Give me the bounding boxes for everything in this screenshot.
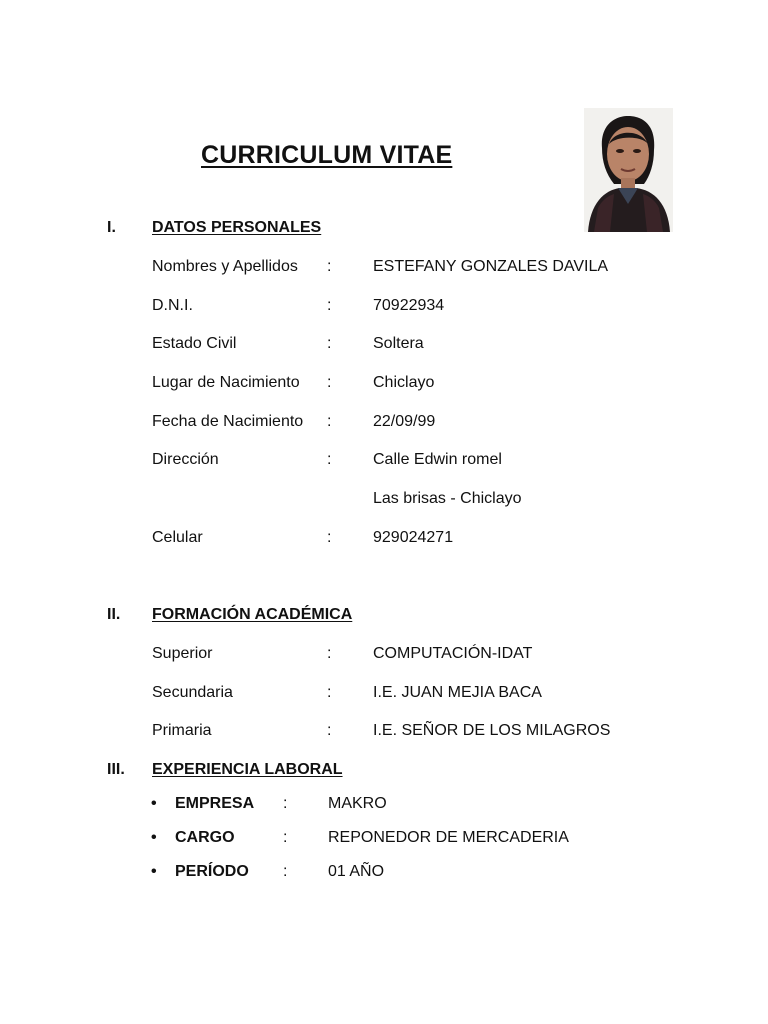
field-colon: : — [283, 829, 288, 846]
personal-row — [0, 335, 768, 355]
personal-row — [0, 490, 768, 510]
field-colon: : — [327, 451, 332, 468]
field-label: Primaria — [152, 722, 212, 739]
education-row — [0, 684, 768, 704]
field-value: REPONEDOR DE MERCADERIA — [328, 829, 569, 846]
bullet-icon: • — [151, 795, 157, 812]
portrait-icon — [584, 108, 673, 232]
field-colon: : — [327, 258, 332, 275]
personal-row — [0, 413, 768, 433]
section-number-education: II. — [107, 606, 121, 623]
field-value: I.E. JUAN MEJIA BACA — [373, 684, 542, 701]
field-colon: : — [327, 335, 332, 352]
field-value: 01 AÑO — [328, 863, 385, 880]
section-title-personal: DATOS PERSONALES — [152, 219, 322, 236]
section-title-experience: EXPERIENCIA LABORAL — [152, 761, 343, 778]
field-colon: : — [283, 795, 288, 812]
field-value: ESTEFANY GONZALES DAVILA — [373, 258, 609, 275]
experience-row — [0, 863, 768, 883]
section-number-experience: III. — [107, 761, 125, 778]
bullet-icon: • — [151, 863, 157, 880]
document-title: CURRICULUM VITAE — [201, 141, 453, 169]
field-colon: : — [327, 684, 332, 701]
field-value: Chiclayo — [373, 374, 435, 391]
field-label: Celular — [152, 529, 203, 546]
field-label: CARGO — [175, 829, 235, 846]
field-label: Secundaria — [152, 684, 233, 701]
field-colon: : — [327, 645, 332, 662]
portrait-photo — [584, 108, 673, 232]
education-row — [0, 722, 768, 742]
field-label: Estado Civil — [152, 335, 237, 352]
field-label: Nombres y Apellidos — [152, 258, 298, 275]
field-value: 22/09/99 — [373, 413, 436, 430]
field-value: MAKRO — [328, 795, 387, 812]
field-value: COMPUTACIÓN-IDAT — [373, 645, 533, 662]
field-value: I.E. SEÑOR DE LOS MILAGROS — [373, 722, 611, 739]
experience-row — [0, 829, 768, 849]
field-colon: : — [327, 529, 332, 546]
personal-row — [0, 258, 768, 278]
field-colon: : — [327, 297, 332, 314]
field-label: Dirección — [152, 451, 219, 468]
section-title-education: FORMACIÓN ACADÉMICA — [152, 606, 353, 623]
section-number-personal: I. — [107, 219, 116, 236]
field-label: EMPRESA — [175, 795, 255, 812]
field-value: 929024271 — [373, 529, 454, 546]
field-colon: : — [327, 374, 332, 391]
education-row — [0, 645, 768, 665]
personal-row — [0, 529, 768, 549]
personal-row — [0, 374, 768, 394]
field-value: 70922934 — [373, 297, 445, 314]
field-colon: : — [327, 722, 332, 739]
field-label: Lugar de Nacimiento — [152, 374, 300, 391]
bullet-icon: • — [151, 829, 157, 846]
personal-row — [0, 451, 768, 471]
field-value: Soltera — [373, 335, 424, 352]
field-colon: : — [283, 863, 288, 880]
field-label: PERÍODO — [175, 863, 249, 880]
field-value: Las brisas - Chiclayo — [373, 490, 522, 507]
field-label: D.N.I. — [152, 297, 193, 314]
experience-row — [0, 795, 768, 815]
personal-row — [0, 297, 768, 317]
field-label: Superior — [152, 645, 213, 662]
field-value: Calle Edwin romel — [373, 451, 502, 468]
field-colon: : — [327, 413, 332, 430]
field-label: Fecha de Nacimiento — [152, 413, 304, 430]
